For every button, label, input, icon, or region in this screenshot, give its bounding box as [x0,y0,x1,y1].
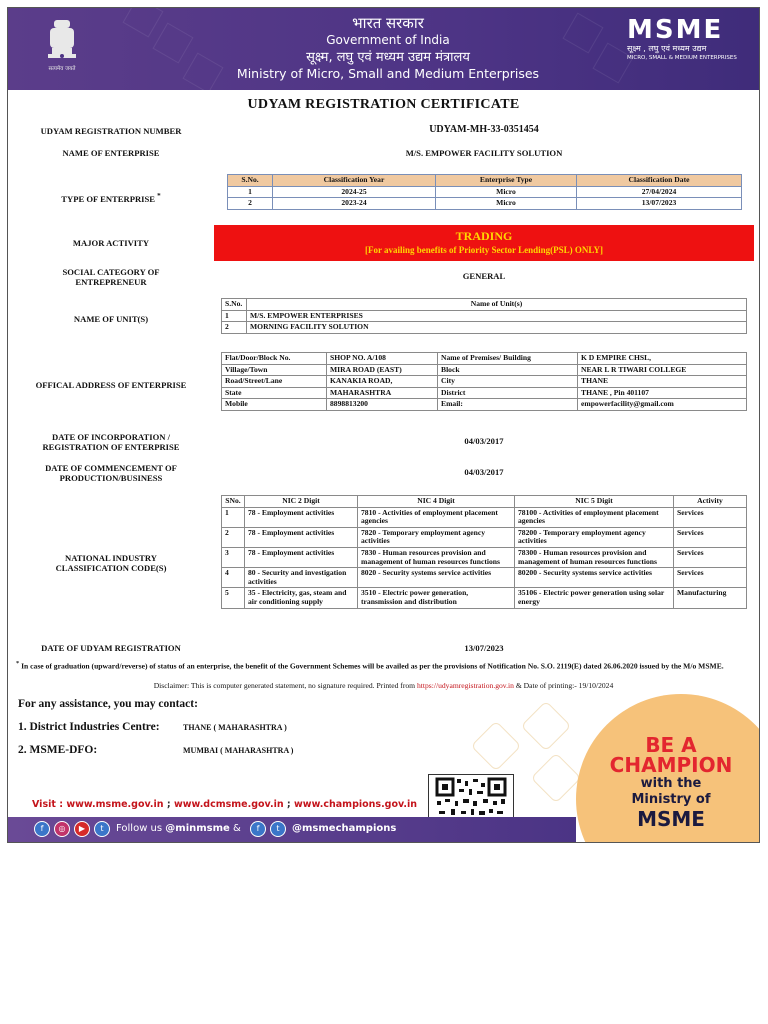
reg-number-value: UDYAM-MH-33-0351454 [429,124,539,135]
certificate-page [7,7,760,843]
dfo-label: 2. MSME-DFO: [18,744,98,756]
cell: 2 [222,322,247,334]
msme-english: MICRO, SMALL & MEDIUM ENTERPRISES [627,55,737,61]
type-footnote-star: * [157,192,161,200]
col-sno: SNo. [222,496,245,508]
social-footer-bar [8,817,576,842]
cell: 7820 - Temporary employment agency activities [358,527,515,547]
units-label: NAME OF UNIT(S) [73,314,149,324]
social-category-label: SOCIAL CATEGORY OF ENTREPRENEUR [62,267,160,287]
dfo-value: MUMBAI ( MAHARASHTRA ) [183,746,294,755]
incorporation-date-value: 04/03/2017 [464,436,504,446]
promo-line-1: BE A [645,733,697,757]
dic-value: THANE ( MAHARASHTRA ) [183,723,287,732]
disclaimer: Disclaimer: This is computer generated statement, no signature required. Printed from https://udyamregistration.gov.in & Date of printing:- 19/10/2024 [153,681,614,690]
champions-handle: @msmechampions [292,823,397,834]
cell: MORNING FACILITY SOLUTION [247,322,747,334]
dic-label: 1. District Industries Centre: [18,721,160,733]
table-row [222,568,747,588]
twitter-icon[interactable]: t [270,821,286,837]
table-row [222,353,747,365]
cell: Services [674,547,747,567]
major-activity-note: [For availing benefits of Priority Sector Lending(PSL) ONLY] [364,245,604,255]
facebook-icon[interactable]: f [34,821,50,837]
cell: Micro [436,198,577,210]
cell: 78100 - Activities of employment placement agencies [515,507,674,527]
follow-us-label: Follow us @minmsme & [116,823,241,834]
cell: 80 - Security and investigation activities [245,568,358,588]
decor-hexagon [521,701,572,752]
cell: Micro [436,186,577,198]
table-row [222,399,747,411]
msme-site-link[interactable]: www.msme.gov.in [66,799,164,810]
cell: 13/07/2023 [577,198,742,210]
cell: KANAKIA ROAD, [327,376,438,388]
cell: Manufacturing [674,588,747,608]
msme-logo-text: MSME [627,15,724,45]
col-nic4: NIC 4 Digit [358,496,515,508]
col-classification-date: Classification Date [577,175,742,187]
udyam-date-label: DATE OF UDYAM REGISTRATION [41,643,181,653]
cell: Mobile [222,399,327,411]
cell: 2 [228,198,273,210]
cell: 78 - Employment activities [245,527,358,547]
hindi-bharat-sarkar: भारत सरकार [352,14,424,32]
nic-label: NATIONAL INDUSTRY CLASSIFICATION CODE(S) [55,553,167,573]
cell: Name of Premises/ Building [438,353,578,365]
commencement-date-label: DATE OF COMMENCEMENT OF PRODUCTION/BUSINESS [45,463,177,483]
address-table [221,352,747,411]
cell: Flat/Door/Block No. [222,353,327,365]
col-nic5: NIC 5 Digit [515,496,674,508]
facebook-icon[interactable]: f [250,821,266,837]
col-sno: S.No. [222,299,247,311]
enterprise-name-label: NAME OF ENTERPRISE [62,148,160,158]
promo-line-2: CHAMPION [609,753,733,777]
classification-table [227,174,742,210]
cell: 4 [222,568,245,588]
champion-promo [576,694,760,843]
graduation-footnote: * In case of graduation (upward/reverse) of status of an enterprise, the benefit of the Government Schemes will be availed as per the provisions of Notification No. S.O. 2119(E) dated 26.06.2020 issued by the M/o MSME. [16,660,724,671]
email-cell: empowerfacility@gmail.com [578,399,747,411]
table-row [222,547,747,567]
cell: Block [438,364,578,376]
decor-hexagon [471,721,522,772]
cell: 2024-25 [273,186,436,198]
table-row [222,507,747,527]
cell: 1 [228,186,273,198]
major-activity-value: TRADING [455,229,513,243]
col-unit-name: Name of Unit(s) [247,299,747,311]
cell: M/S. EMPOWER ENTERPRISES [247,310,747,322]
cell: State [222,387,327,399]
cell: 1 [222,507,245,527]
government-of-india: Government of India [326,33,450,47]
udyam-date-value: 13/07/2023 [464,643,504,653]
msme-logo [627,16,739,62]
cell: 7830 - Human resources provision and management of human resources functions [358,547,515,567]
cell: K D EMPIRE CHSL, [578,353,747,365]
cell: 7810 - Activities of employment placement agencies [358,507,515,527]
cell: City [438,376,578,388]
table-row [222,527,747,547]
classification-header-row [228,175,742,187]
table-row [222,376,747,388]
nic-table [221,495,747,609]
table-row [222,588,747,608]
cell: 8898813200 [327,399,438,411]
ministry-name: Ministry of Micro, Small and Medium Enterprises [236,66,540,81]
promo-line-3: with the [640,776,702,791]
cell: 80200 - Security systems service activities [515,568,674,588]
incorporation-date-label: DATE OF INCORPORATION / REGISTRATION OF ENTERPRISE [42,432,180,452]
cell: Services [674,527,747,547]
government-heading [218,14,558,82]
cell: 78300 - Human resources provision and management of human resources functions [515,547,674,567]
major-activity-box [214,225,754,261]
cell: 2 [222,527,245,547]
cell: 35 - Electricity, gas, steam and air conditioning supply [245,588,358,608]
cell: 78 - Employment activities [245,547,358,567]
nic-header-row [222,496,747,508]
col-activity: Activity [674,496,747,508]
col-classification-year: Classification Year [273,175,436,187]
header-banner [8,8,759,90]
cell: 78200 - Temporary employment agency activities [515,527,674,547]
visit-line: Visit : www.msme.gov.in ; www.dcmsme.gov.in ; www.champions.gov.in [32,799,418,810]
address-label: OFFICAL ADDRESS OF ENTERPRISE [35,380,187,390]
commencement-date-value: 04/03/2017 [464,467,504,477]
cell: 5 [222,588,245,608]
cell: Services [674,507,747,527]
assistance-heading: For any assistance, you may contact: [18,698,198,710]
cell: MIRA ROAD (EAST) [327,364,438,376]
cell: Road/Street/Lane [222,376,327,388]
table-row [228,198,742,210]
certificate-title: UDYAM REGISTRATION CERTIFICATE [247,97,520,112]
cell: 27/04/2024 [577,186,742,198]
cell: NEAR L R TIWARI COLLEGE [578,364,747,376]
champions-site-link[interactable]: www.champions.gov.in [294,799,418,810]
cell: Village/Town [222,364,327,376]
msme-hindi: सूक्ष्म , लघु एवं मध्यम उद्यम [627,44,707,53]
dcmsme-site-link[interactable]: www.dcmsme.gov.in [173,799,284,810]
promo-line-5: MSME [637,807,705,831]
cell: SHOP NO. A/108 [327,353,438,365]
table-row [222,364,747,376]
cell: 3510 - Electric power generation, transmission and distribution [358,588,515,608]
cell: 78 - Employment activities [245,507,358,527]
units-table [221,298,747,334]
twitter-icon[interactable]: t [94,821,110,837]
cell: Services [674,568,747,588]
table-row [222,310,747,322]
cell: 2023-24 [273,198,436,210]
enterprise-type-label: TYPE OF ENTERPRISE * [61,192,161,204]
table-row [222,322,747,334]
emblem-caption: सत्यमेव जयते [48,66,76,72]
hindi-ministry-name: सूक्ष्म, लघु एवं मध्यम उद्यम मंत्रालय [306,50,470,65]
promo-line-4: Ministry of [631,792,711,807]
units-header-row [222,299,747,311]
cell: MAHARASHTRA [327,387,438,399]
cell: Email: [438,399,578,411]
cell: THANE , Pin 401107 [578,387,747,399]
visit-label: Visit : [32,799,64,810]
table-row [222,387,747,399]
cell: THANE [578,376,747,388]
youtube-icon[interactable]: ▶ [74,821,90,837]
enterprise-name-value: M/S. EMPOWER FACILITY SOLUTION [405,148,563,158]
table-row [228,186,742,198]
decor-hexagon [531,753,582,804]
cell: 35106 - Electric power generation using solar energy [515,588,674,608]
instagram-icon[interactable]: ◎ [54,821,70,837]
major-activity-label: MAJOR ACTIVITY [72,238,150,248]
social-category-value: GENERAL [462,271,506,281]
cell: District [438,387,578,399]
col-sno: S.No. [228,175,273,187]
col-nic2: NIC 2 Digit [245,496,358,508]
cell: 3 [222,547,245,567]
reg-number-label: UDYAM REGISTRATION NUMBER [40,126,182,136]
udyam-portal-link[interactable]: https://udyamregistration.gov.in [416,681,514,690]
cell: 8020 - Security systems service activities [358,568,515,588]
national-emblem-icon [40,16,84,74]
cell: 1 [222,310,247,322]
col-enterprise-type: Enterprise Type [436,175,577,187]
